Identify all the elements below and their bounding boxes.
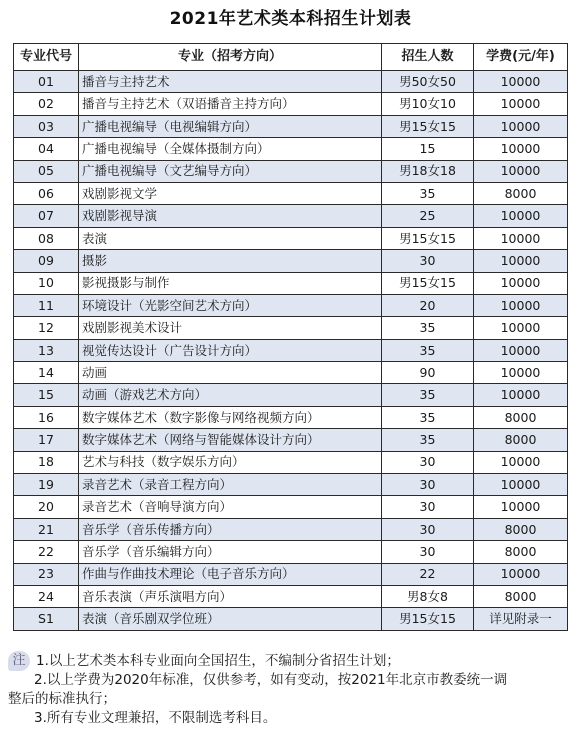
cell-fee: 10000 (474, 250, 568, 272)
cell-fee: 10000 (474, 384, 568, 406)
cell-major: 戏剧影视文学 (79, 182, 382, 204)
cell-major: 数字媒体艺术（数字影像与网络视频方向） (79, 406, 382, 428)
page-title: 2021年艺术类本科招生计划表 (169, 9, 412, 29)
cell-code: 17 (14, 429, 79, 451)
table-row (14, 563, 568, 585)
table-row (14, 541, 568, 563)
table-header-row (14, 44, 568, 71)
cell-code: 03 (14, 115, 79, 137)
table-row (14, 250, 568, 272)
cell-code: 12 (14, 317, 79, 339)
cell-fee: 10000 (474, 93, 568, 115)
cell-fee: 10000 (474, 205, 568, 227)
cell-fee: 10000 (474, 317, 568, 339)
table-row (14, 272, 568, 294)
table-row (14, 182, 568, 204)
table-row (14, 608, 568, 630)
cell-major: 音乐表演（声乐演唱方向） (79, 585, 382, 607)
cell-fee: 10000 (474, 563, 568, 585)
cell-code: 22 (14, 541, 79, 563)
header-code: 专业代号 (14, 44, 79, 71)
cell-count: 35 (382, 182, 474, 204)
cell-count: 90 (382, 362, 474, 384)
cell-count: 男15女15 (382, 227, 474, 249)
cell-count: 20 (382, 294, 474, 316)
cell-major: 表演（音乐剧双学位班） (79, 608, 382, 630)
cell-count: 25 (382, 205, 474, 227)
cell-count: 30 (382, 474, 474, 496)
cell-count: 30 (382, 496, 474, 518)
cell-major: 广播电视编导（电视编辑方向） (79, 115, 382, 137)
cell-major: 音乐学（音乐编辑方向） (79, 541, 382, 563)
cell-fee: 8000 (474, 182, 568, 204)
cell-count: 男50女50 (382, 71, 474, 93)
enrollment-plan-table (13, 43, 568, 631)
cell-fee: 8000 (474, 518, 568, 540)
cell-code: 20 (14, 496, 79, 518)
table-row (14, 93, 568, 115)
cell-major: 播音与主持艺术 (79, 71, 382, 93)
note-line-3: 3.所有专业文理兼招，不限制选考科目。 (34, 710, 277, 726)
cell-major: 环境设计（光影空间艺术方向） (79, 294, 382, 316)
table-body (14, 71, 568, 631)
table-row (14, 518, 568, 540)
table-row (14, 474, 568, 496)
cell-count: 15 (382, 138, 474, 160)
note-icon: 注 (8, 651, 30, 671)
cell-code: 07 (14, 205, 79, 227)
cell-major: 艺术与科技（数字娱乐方向） (79, 451, 382, 473)
cell-count: 35 (382, 384, 474, 406)
cell-major: 音乐学（音乐传播方向） (79, 518, 382, 540)
cell-fee: 10000 (474, 71, 568, 93)
cell-count: 35 (382, 339, 474, 361)
cell-major: 录音艺术（录音工程方向） (79, 474, 382, 496)
table-row (14, 451, 568, 473)
cell-fee: 10000 (474, 138, 568, 160)
note-line-1 (8, 651, 573, 671)
cell-count: 男15女15 (382, 272, 474, 294)
table-row (14, 71, 568, 93)
header-fee: 学费(元/年) (474, 44, 568, 71)
cell-fee: 10000 (474, 451, 568, 473)
notes-section (8, 651, 573, 728)
cell-code: 21 (14, 518, 79, 540)
cell-code: 19 (14, 474, 79, 496)
cell-code: S1 (14, 608, 79, 630)
cell-code: 08 (14, 227, 79, 249)
cell-code: 24 (14, 585, 79, 607)
cell-major: 广播电视编导（全媒体摄制方向） (79, 138, 382, 160)
cell-major: 表演 (79, 227, 382, 249)
table-row (14, 429, 568, 451)
cell-code: 23 (14, 563, 79, 585)
cell-count: 30 (382, 451, 474, 473)
cell-fee: 8000 (474, 585, 568, 607)
cell-count: 30 (382, 518, 474, 540)
cell-fee: 10000 (474, 272, 568, 294)
table-row (14, 339, 568, 361)
cell-major: 影视摄影与制作 (79, 272, 382, 294)
cell-fee: 10000 (474, 362, 568, 384)
cell-count: 男18女18 (382, 160, 474, 182)
cell-major: 动画 (79, 362, 382, 384)
cell-code: 15 (14, 384, 79, 406)
cell-code: 01 (14, 71, 79, 93)
table-row (14, 362, 568, 384)
table-row (14, 317, 568, 339)
cell-count: 男15女15 (382, 115, 474, 137)
cell-code: 05 (14, 160, 79, 182)
cell-major: 戏剧影视导演 (79, 205, 382, 227)
cell-count: 35 (382, 406, 474, 428)
table-row (14, 294, 568, 316)
cell-count: 男10女10 (382, 93, 474, 115)
cell-major: 广播电视编导（文艺编导方向） (79, 160, 382, 182)
cell-code: 11 (14, 294, 79, 316)
cell-major: 视觉传达设计（广告设计方向） (79, 339, 382, 361)
table-row (14, 384, 568, 406)
cell-fee: 8000 (474, 429, 568, 451)
cell-fee: 10000 (474, 115, 568, 137)
table-row (14, 227, 568, 249)
table-row (14, 406, 568, 428)
cell-fee: 8000 (474, 541, 568, 563)
cell-code: 02 (14, 93, 79, 115)
cell-code: 06 (14, 182, 79, 204)
cell-code: 16 (14, 406, 79, 428)
cell-fee: 10000 (474, 496, 568, 518)
cell-code: 04 (14, 138, 79, 160)
cell-major: 数字媒体艺术（网络与智能媒体设计方向） (79, 429, 382, 451)
cell-fee: 10000 (474, 474, 568, 496)
table-row (14, 115, 568, 137)
table-row (14, 138, 568, 160)
table-row (14, 205, 568, 227)
cell-code: 14 (14, 362, 79, 384)
cell-count: 男15女15 (382, 608, 474, 630)
header-count: 招生人数 (382, 44, 474, 71)
cell-major: 播音与主持艺术（双语播音主持方向） (79, 93, 382, 115)
cell-count: 30 (382, 250, 474, 272)
note-line-2-wrap: 整后的标准执行； (8, 691, 116, 707)
note-line-2: 2.以上学费为2020年标准，仅供参考，如有变动，按2021年北京市教委统一调 (34, 672, 508, 688)
cell-fee: 10000 (474, 294, 568, 316)
cell-major: 戏剧影视美术设计 (79, 317, 382, 339)
cell-major: 摄影 (79, 250, 382, 272)
table-row (14, 585, 568, 607)
cell-fee: 10000 (474, 339, 568, 361)
cell-fee: 10000 (474, 160, 568, 182)
table-row (14, 160, 568, 182)
cell-count: 男8女8 (382, 585, 474, 607)
cell-major: 动画（游戏艺术方向） (79, 384, 382, 406)
cell-fee: 10000 (474, 227, 568, 249)
note-text-1: 1.以上艺术类本科专业面向全国招生，不编制分省招生计划； (36, 653, 400, 669)
cell-code: 09 (14, 250, 79, 272)
cell-count: 35 (382, 429, 474, 451)
cell-count: 30 (382, 541, 474, 563)
cell-major: 作曲与作曲技术理论（电子音乐方向） (79, 563, 382, 585)
header-major: 专业（招考方向） (79, 44, 382, 71)
cell-major: 录音艺术（音响导演方向） (79, 496, 382, 518)
cell-count: 22 (382, 563, 474, 585)
cell-code: 18 (14, 451, 79, 473)
table-row (14, 496, 568, 518)
cell-count: 35 (382, 317, 474, 339)
cell-code: 13 (14, 339, 79, 361)
cell-fee: 8000 (474, 406, 568, 428)
cell-fee: 详见附录一 (474, 608, 568, 630)
cell-code: 10 (14, 272, 79, 294)
